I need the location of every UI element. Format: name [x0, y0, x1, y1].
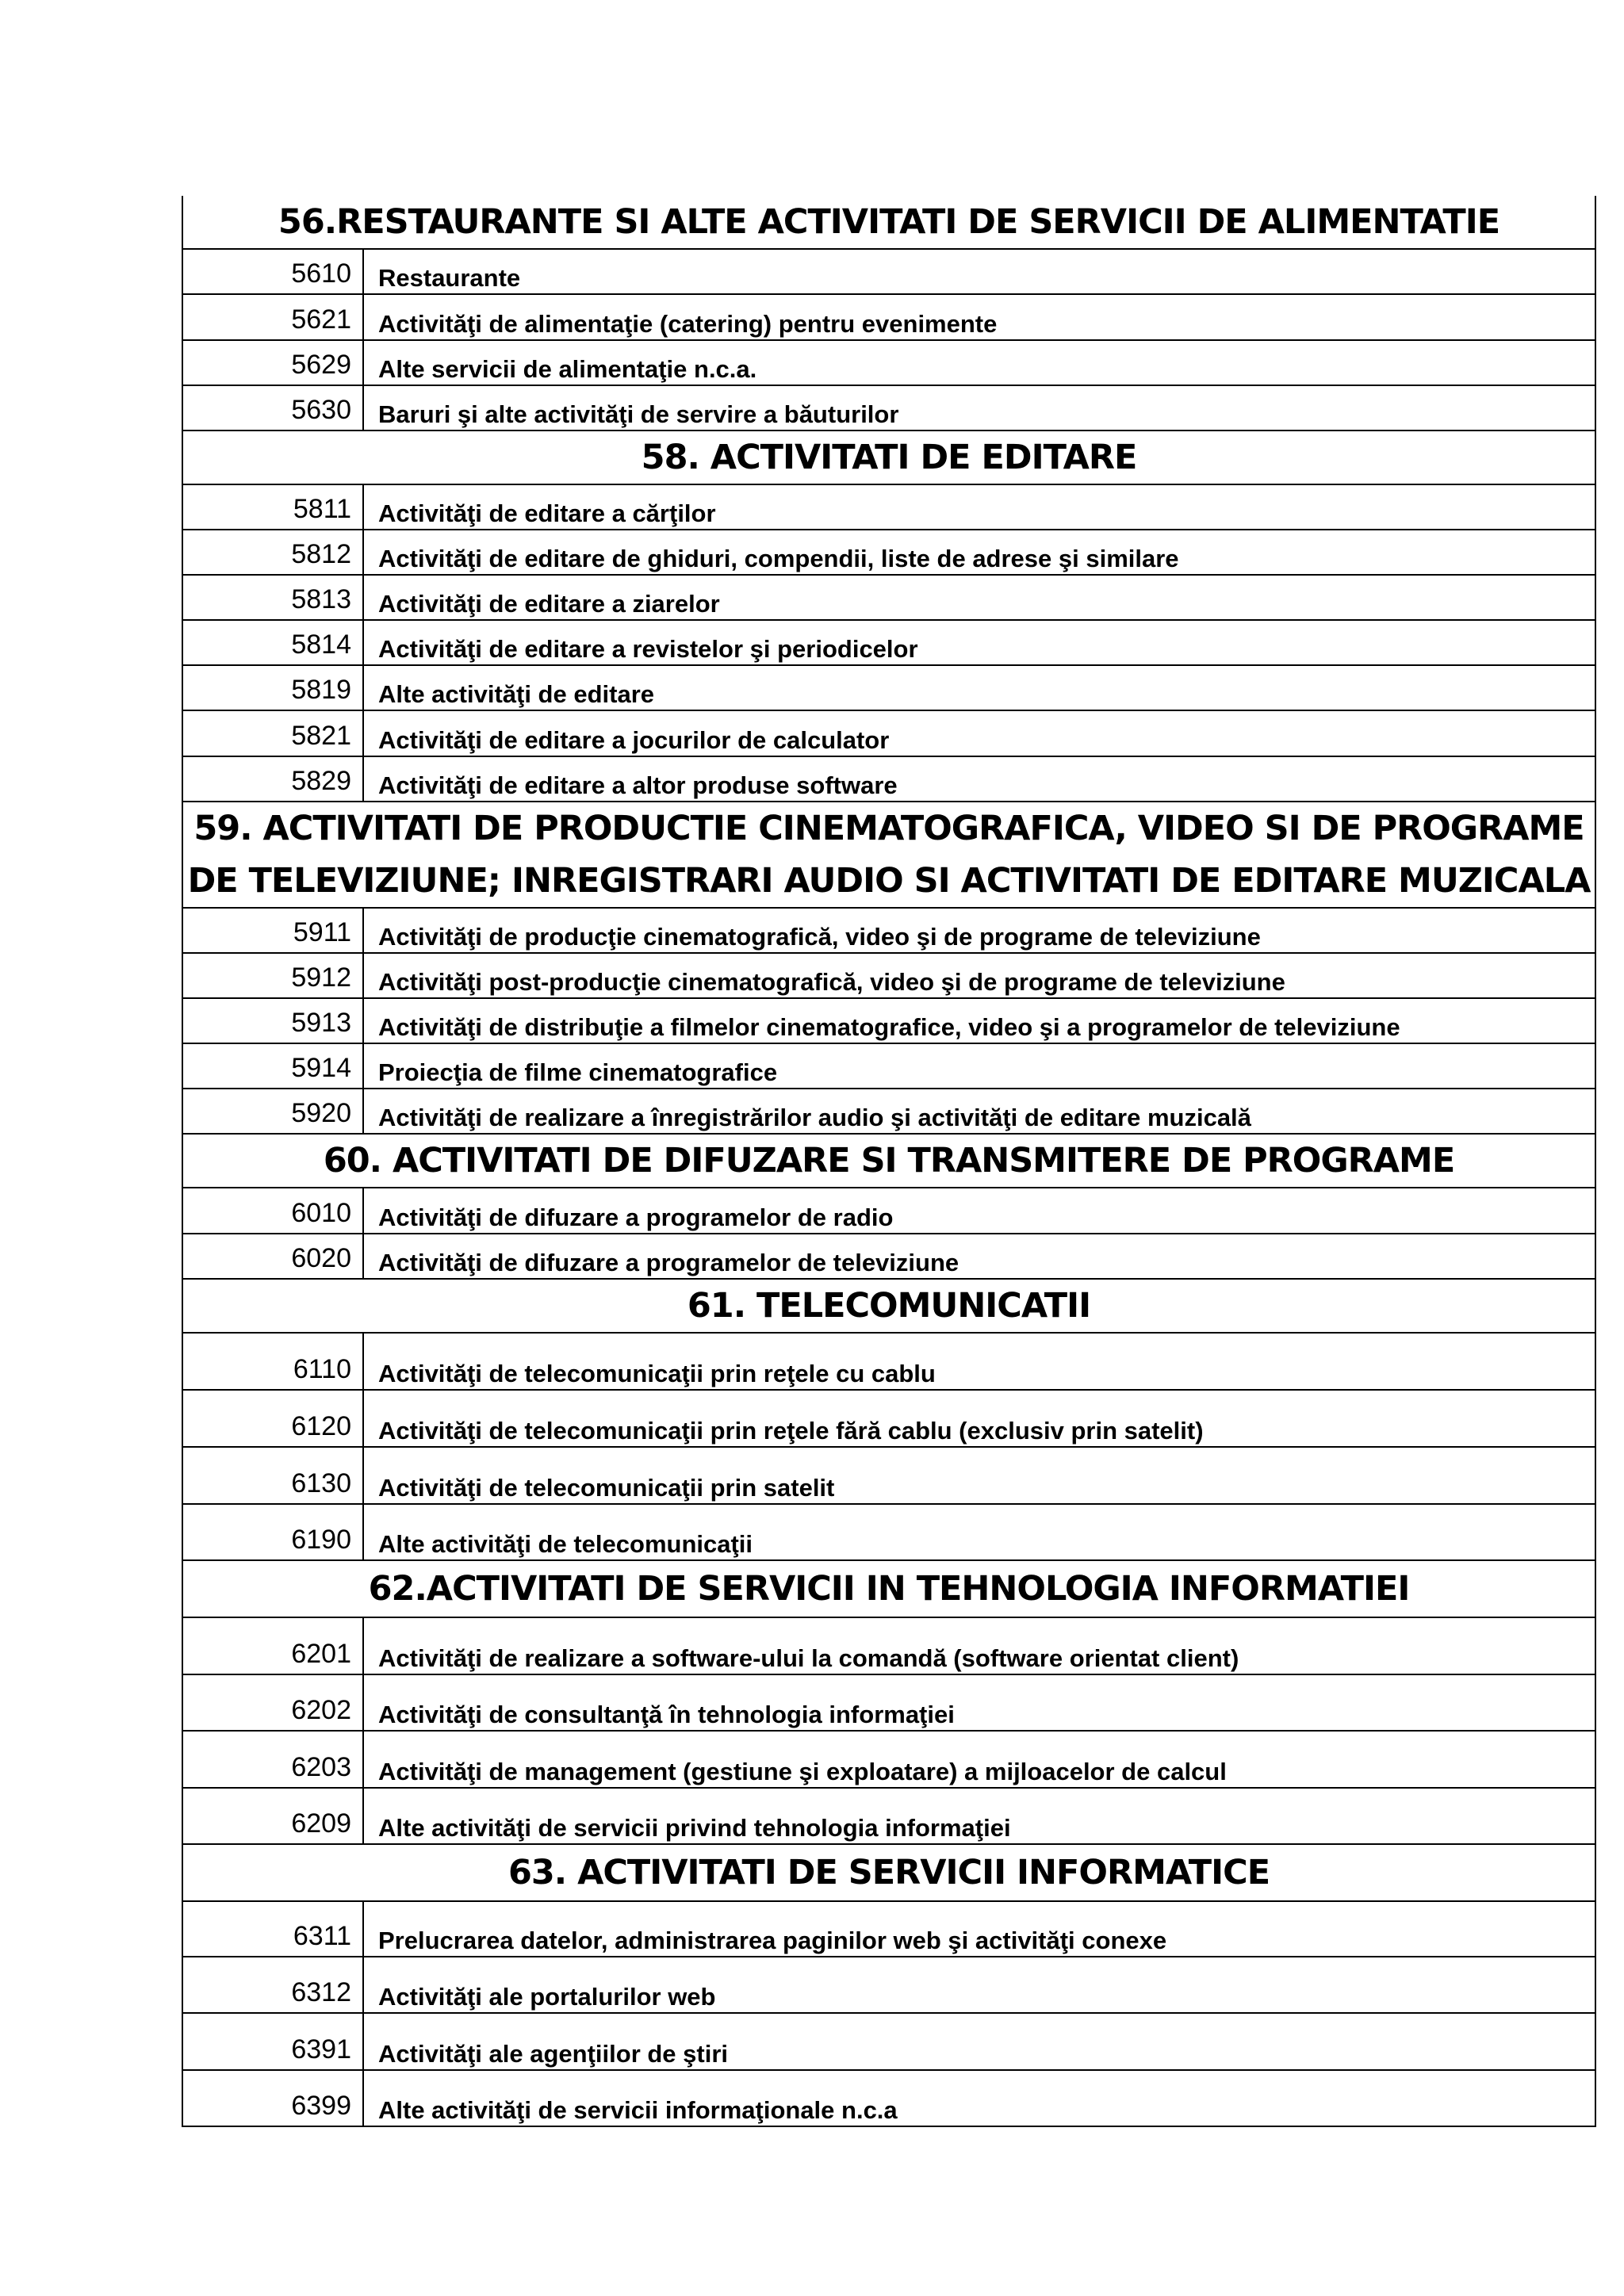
table-row	[182, 1617, 1595, 1674]
activity-code: 6201	[182, 1617, 363, 1674]
activity-code: 5630	[182, 385, 363, 430]
activity-code: 5912	[182, 953, 363, 998]
section-header-row	[182, 802, 1595, 908]
activity-description: Activităţi post-producţie cinematografică, video şi de programe de televiziune	[363, 953, 1595, 998]
activity-code: 5621	[182, 294, 363, 340]
section-title: 63. ACTIVITATI DE SERVICII INFORMATICE	[182, 1844, 1595, 1901]
table-row	[182, 2013, 1595, 2070]
activity-description: Proiecţia de filme cinematografice	[363, 1043, 1595, 1089]
section-title: 60. ACTIVITATI DE DIFUZARE SI TRANSMITERE DE PROGRAME	[182, 1134, 1595, 1188]
activity-code: 5812	[182, 530, 363, 575]
activity-code: 5911	[182, 908, 363, 953]
activity-code: 5629	[182, 340, 363, 385]
table-row	[182, 1390, 1595, 1447]
section-title: 62.ACTIVITATI DE SERVICII IN TEHNOLOGIA INFORMATIEI	[182, 1560, 1595, 1617]
activity-code: 6203	[182, 1731, 363, 1788]
activity-code: 6202	[182, 1674, 363, 1731]
activity-description: Activităţi de telecomunicaţii prin satelit	[363, 1447, 1595, 1504]
table-row	[182, 1674, 1595, 1731]
activity-code: 6312	[182, 1957, 363, 2013]
section-header-row	[182, 1279, 1595, 1333]
activity-description: Activităţi de editare a altor produse software	[363, 756, 1595, 802]
activity-code: 5914	[182, 1043, 363, 1089]
activity-description: Activităţi ale portalurilor web	[363, 1957, 1595, 2013]
activity-description: Activităţi de editare de ghiduri, compendii, liste de adrese şi similare	[363, 530, 1595, 575]
activity-description: Alte activităţi de servicii privind tehnologia informaţiei	[363, 1788, 1595, 1844]
table-row	[182, 249, 1595, 294]
section-title: 59. ACTIVITATI DE PRODUCTIE CINEMATOGRAFICA, VIDEO SI DE PROGRAME DE TELEVIZIUNE; INREGISTRARI AUDIO SI ACTIVITATI DE EDITARE MUZICALA	[182, 802, 1595, 908]
activity-code: 5813	[182, 575, 363, 620]
section-title: 56.RESTAURANTE SI ALTE ACTIVITATI DE SERVICII DE ALIMENTATIE	[182, 196, 1595, 249]
table-row	[182, 1089, 1595, 1134]
table-row	[182, 665, 1595, 710]
activity-description: Activităţi de editare a cărţilor	[363, 484, 1595, 530]
table-row	[182, 530, 1595, 575]
activity-code: 6190	[182, 1504, 363, 1560]
table-row	[182, 1234, 1595, 1279]
caen-code-table-page	[182, 196, 1595, 2127]
activity-code: 5610	[182, 249, 363, 294]
table-row	[182, 1901, 1595, 1957]
section-header-row	[182, 1560, 1595, 1617]
activity-description: Activităţi de editare a revistelor şi periodicelor	[363, 620, 1595, 665]
activity-code: 6110	[182, 1333, 363, 1390]
table-row	[182, 710, 1595, 756]
table-row	[182, 294, 1595, 340]
table-row	[182, 998, 1595, 1043]
activity-description: Activităţi de alimentaţie (catering) pentru evenimente	[363, 294, 1595, 340]
activity-code: 6010	[182, 1188, 363, 1234]
section-header-row	[182, 430, 1595, 484]
activity-code: 6020	[182, 1234, 363, 1279]
activity-code: 5913	[182, 998, 363, 1043]
table-row	[182, 1043, 1595, 1089]
activity-description: Alte servicii de alimentaţie n.c.a.	[363, 340, 1595, 385]
activity-description: Alte activităţi de servicii informaţionale n.c.a	[363, 2070, 1595, 2126]
activity-code: 6209	[182, 1788, 363, 1844]
table-row	[182, 1504, 1595, 1560]
table-row	[182, 575, 1595, 620]
table-row	[182, 1957, 1595, 2013]
activity-description: Activităţi de difuzare a programelor de televiziune	[363, 1234, 1595, 1279]
activity-code: 6120	[182, 1390, 363, 1447]
activity-description: Activităţi de telecomunicaţii prin reţele fără cablu (exclusiv prin satelit)	[363, 1390, 1595, 1447]
table-row	[182, 1447, 1595, 1504]
activity-description: Activităţi de editare a ziarelor	[363, 575, 1595, 620]
table-body	[182, 196, 1595, 2126]
table-row	[182, 484, 1595, 530]
activity-description: Activităţi de management (gestiune şi exploatare) a mijloacelor de calcul	[363, 1731, 1595, 1788]
activity-code: 5821	[182, 710, 363, 756]
activity-code: 6130	[182, 1447, 363, 1504]
activity-description: Activităţi de consultanţă în tehnologia informaţiei	[363, 1674, 1595, 1731]
activity-description: Activităţi de realizare a înregistrărilor audio şi activităţi de editare muzicală	[363, 1089, 1595, 1134]
activity-code: 6311	[182, 1901, 363, 1957]
table-row	[182, 1731, 1595, 1788]
table-row	[182, 1333, 1595, 1390]
activity-description: Alte activităţi de editare	[363, 665, 1595, 710]
table-row	[182, 340, 1595, 385]
activity-code: 5829	[182, 756, 363, 802]
activity-code: 5819	[182, 665, 363, 710]
activity-description: Activităţi de editare a jocurilor de calculator	[363, 710, 1595, 756]
activity-description: Baruri şi alte activităţi de servire a băuturilor	[363, 385, 1595, 430]
activity-code: 5814	[182, 620, 363, 665]
table-row	[182, 908, 1595, 953]
section-header-row	[182, 196, 1595, 249]
section-title: 61. TELECOMUNICATII	[182, 1279, 1595, 1333]
activity-code: 5920	[182, 1089, 363, 1134]
caen-code-table	[182, 196, 1596, 2127]
activity-code: 6391	[182, 2013, 363, 2070]
activity-description: Activităţi de telecomunicaţii prin reţele cu cablu	[363, 1333, 1595, 1390]
table-row	[182, 1788, 1595, 1844]
table-row	[182, 385, 1595, 430]
activity-description: Activităţi de realizare a software-ului la comandă (software orientat client)	[363, 1617, 1595, 1674]
section-header-row	[182, 1134, 1595, 1188]
activity-description: Activităţi de difuzare a programelor de radio	[363, 1188, 1595, 1234]
activity-description: Restaurante	[363, 249, 1595, 294]
activity-code: 5811	[182, 484, 363, 530]
activity-description: Prelucrarea datelor, administrarea paginilor web şi activităţi conexe	[363, 1901, 1595, 1957]
section-title: 58. ACTIVITATI DE EDITARE	[182, 430, 1595, 484]
table-row	[182, 2070, 1595, 2126]
activity-description: Alte activităţi de telecomunicaţii	[363, 1504, 1595, 1560]
activity-code: 6399	[182, 2070, 363, 2126]
activity-description: Activităţi de distribuţie a filmelor cinematografice, video şi a programelor de televiziune	[363, 998, 1595, 1043]
table-row	[182, 953, 1595, 998]
table-row	[182, 1188, 1595, 1234]
section-header-row	[182, 1844, 1595, 1901]
activity-description: Activităţi de producţie cinematografică, video şi de programe de televiziune	[363, 908, 1595, 953]
activity-description: Activităţi ale agenţiilor de ştiri	[363, 2013, 1595, 2070]
table-row	[182, 620, 1595, 665]
table-row	[182, 756, 1595, 802]
